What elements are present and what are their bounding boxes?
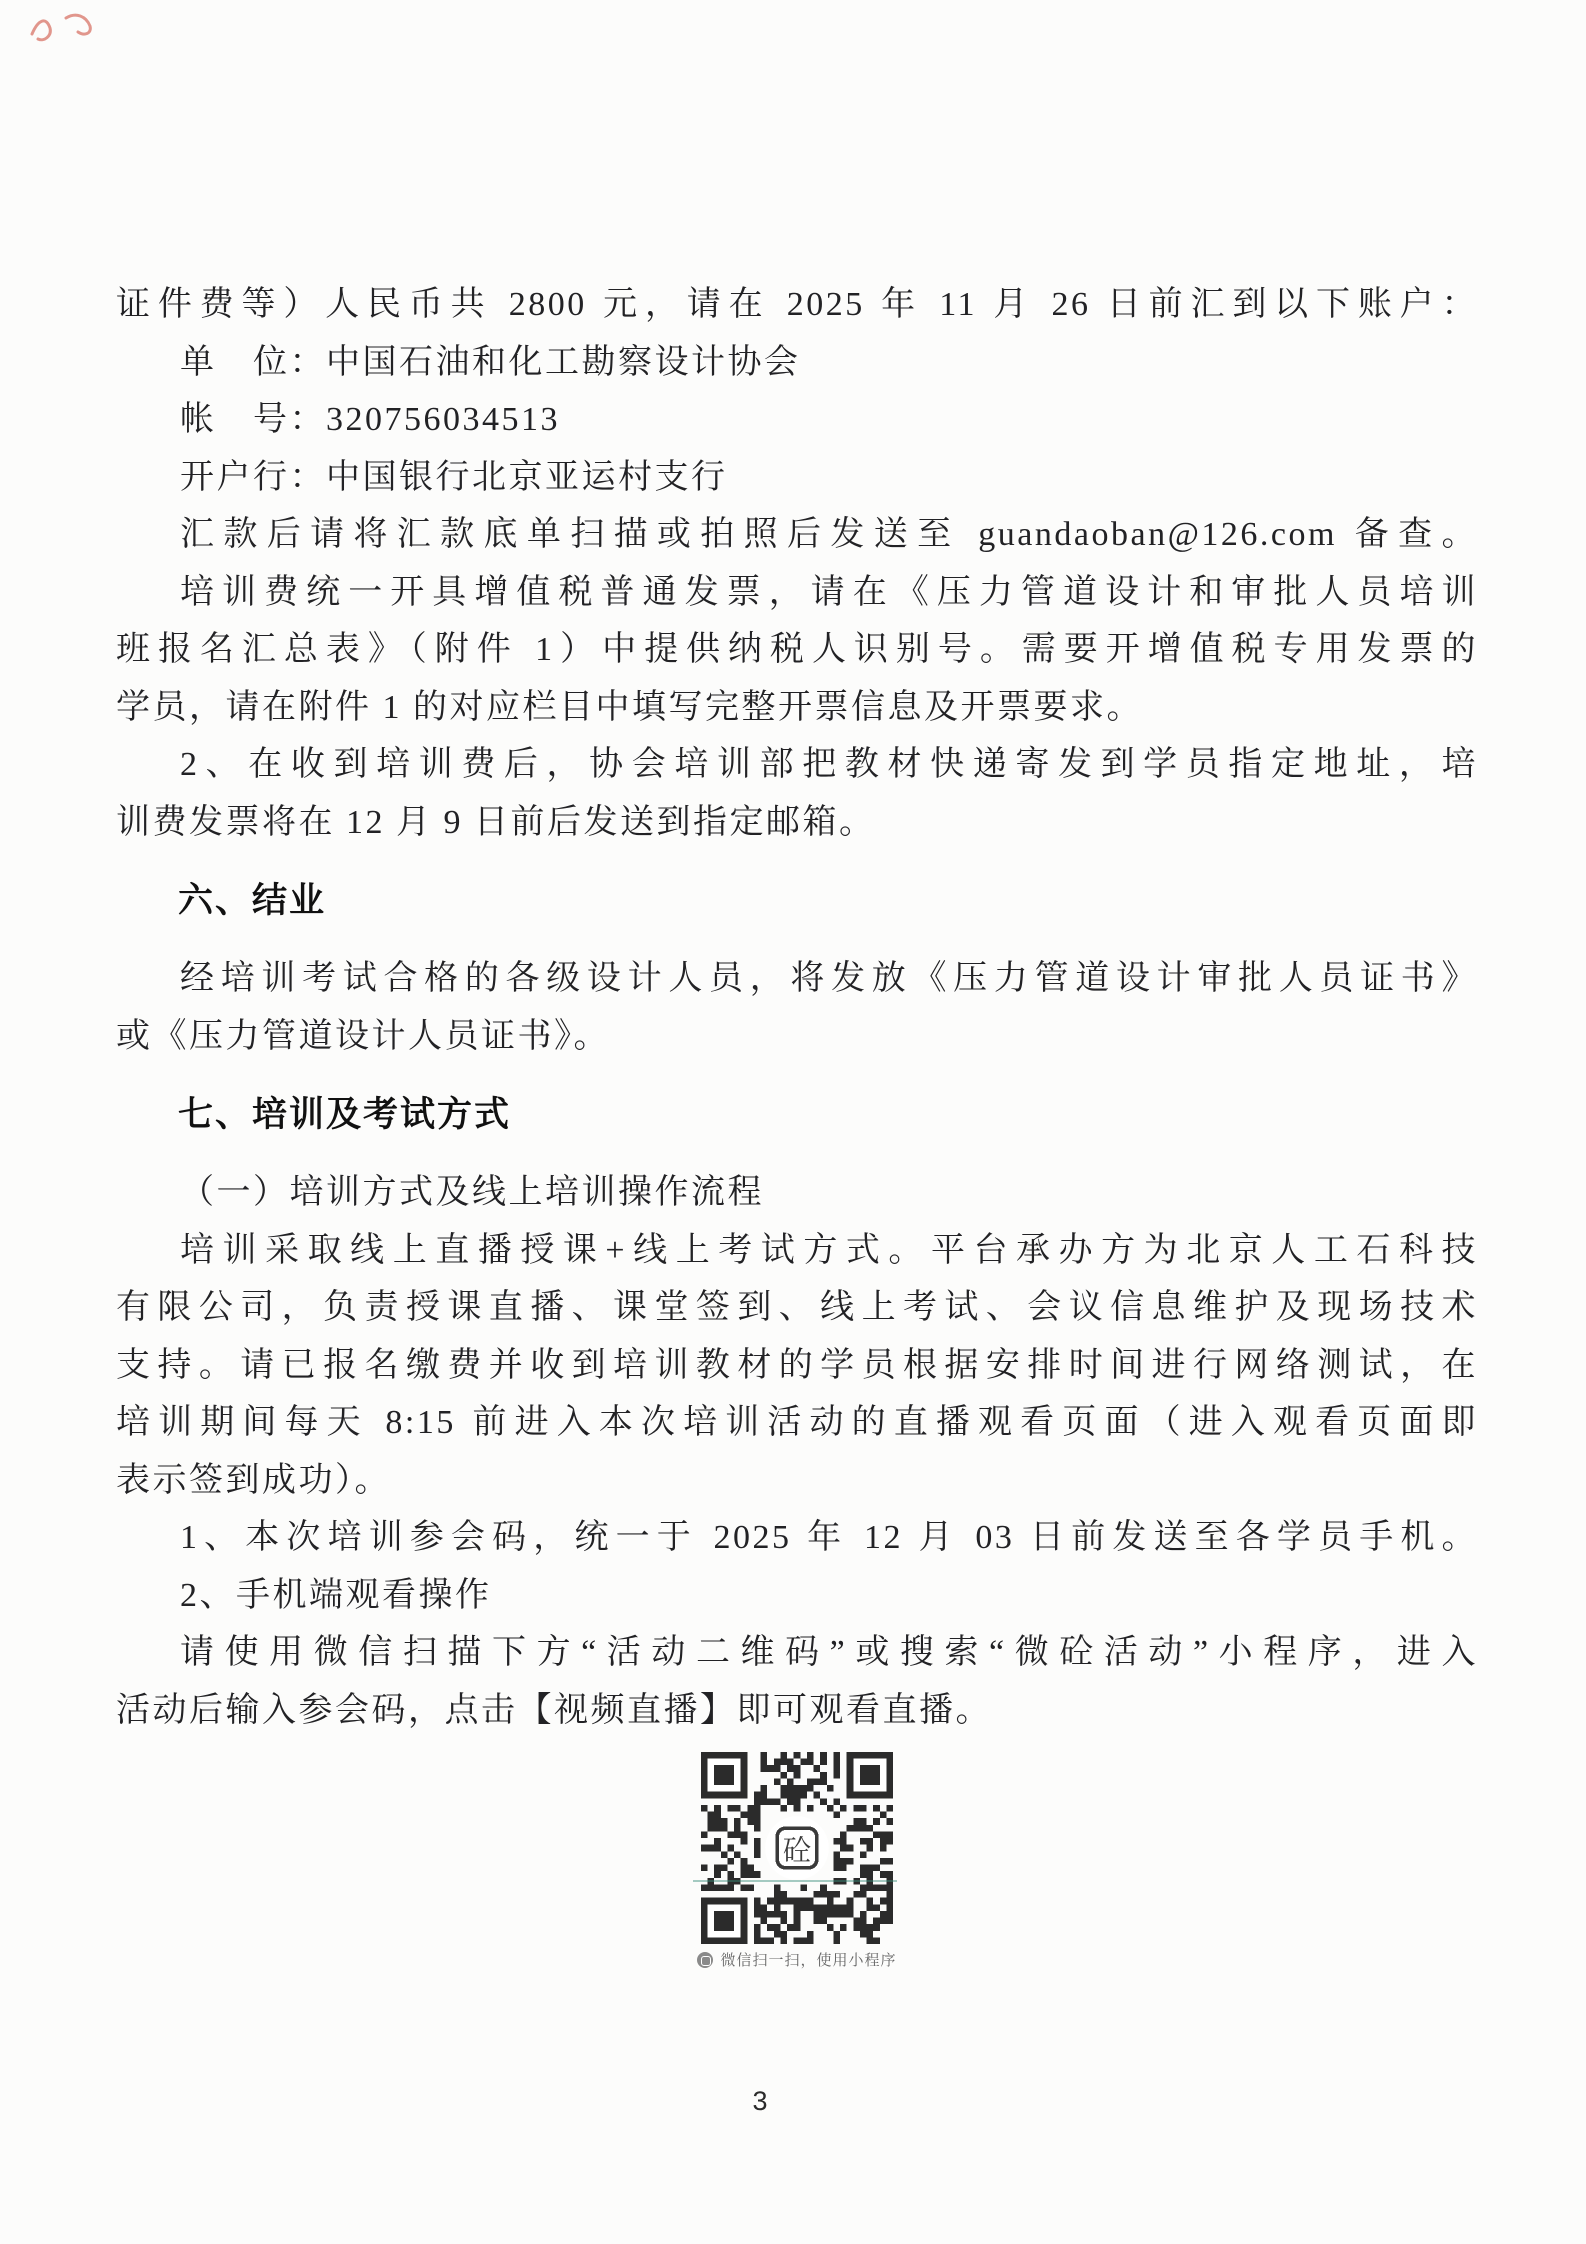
account-number-line: 帐 号：320756034513 <box>180 401 560 438</box>
mobile-watch-heading: 2、手机端观看操作 <box>180 1576 492 1614</box>
qr-code-svg <box>701 1752 893 1944</box>
invoice-line-2: 班报名汇总表》（附件 1）中提供纳税人识别号。需要开增值税专用发票的 <box>116 631 1478 668</box>
meeting-code-line: 1、本次培训参会码，统一于 2025 年 12 月 03 日前发送至各学员手机。 <box>180 1519 1478 1556</box>
remittance-email-line: 汇款后请将汇款底单扫描或拍照后发送至 guandaoban@126.com 备查。 <box>180 516 1478 553</box>
subsection-heading-process: （一）培训方式及线上培训操作流程 <box>180 1174 764 1211</box>
section-heading-training-exam: 七、培训及考试方式 <box>178 1095 512 1134</box>
account-bank-line: 开户行：中国银行北京亚运村支行 <box>180 458 728 496</box>
section-heading-completion: 六、结业 <box>178 881 327 920</box>
platform-line-3: 支持。请已报名缴费并收到培训教材的学员根据安排时间进行网络测试，在 <box>116 1346 1478 1384</box>
wechat-scan-icon <box>697 1952 713 1968</box>
qr-center-logo <box>765 1816 829 1880</box>
qr-caption-text: 微信扫一扫，使用小程序 <box>720 1952 897 1969</box>
materials-line-1: 2、在收到培训费后，协会培训部把教材快递寄发到学员指定地址，培 <box>180 746 1478 783</box>
wechat-scan-line-1: 请使用微信扫描下方“活动二维码”或搜索“微砼活动”小程序，进入 <box>180 1634 1478 1671</box>
page-number: 3 <box>752 2086 768 2116</box>
certificate-line-1: 经培训考试合格的各级设计人员，将发放《压力管道设计审批人员证书》 <box>180 960 1478 997</box>
platform-line-5: 表示签到成功）。 <box>116 1461 391 1499</box>
materials-line-2: 训费发票将在 12 月 9 日前后发送到指定邮箱。 <box>116 803 876 841</box>
qr-section <box>116 1752 1478 1970</box>
red-pen-scribble <box>26 6 104 58</box>
platform-line-4: 培训期间每天 8:15 前进入本次培训活动的直播观看页面（进入观看页面即 <box>116 1404 1478 1441</box>
qr-logo-glyph: 砼 <box>782 1834 812 1867</box>
invoice-line-3: 学员，请在附件 1 的对应栏目中填写完整开票信息及开票要求。 <box>116 688 1143 726</box>
platform-line-2: 有限公司，负责授课直播、课堂签到、线上考试、会议信息维护及现场技术 <box>116 1289 1478 1326</box>
platform-line-1: 培训采取线上直播授课+线上考试方式。平台承办方为北京人工石科技 <box>180 1231 1478 1269</box>
qr-code <box>701 1752 893 1944</box>
fee-deadline-line: 证件费等）人民币共 2800 元，请在 2025 年 11 月 26 日前汇到以下账户： <box>116 286 1478 323</box>
wechat-scan-line-2: 活动后输入参会码，点击【视频直播】即可观看直播。 <box>116 1691 992 1729</box>
invoice-line-1: 培训费统一开具增值税普通发票，请在《压力管道设计和审批人员培训 <box>180 573 1478 611</box>
qr-caption <box>697 1949 896 1970</box>
certificate-line-2: 或《压力管道设计人员证书》。 <box>116 1017 610 1055</box>
account-unit-line: 单 位：中国石油和化工勘察设计协会 <box>180 343 801 381</box>
